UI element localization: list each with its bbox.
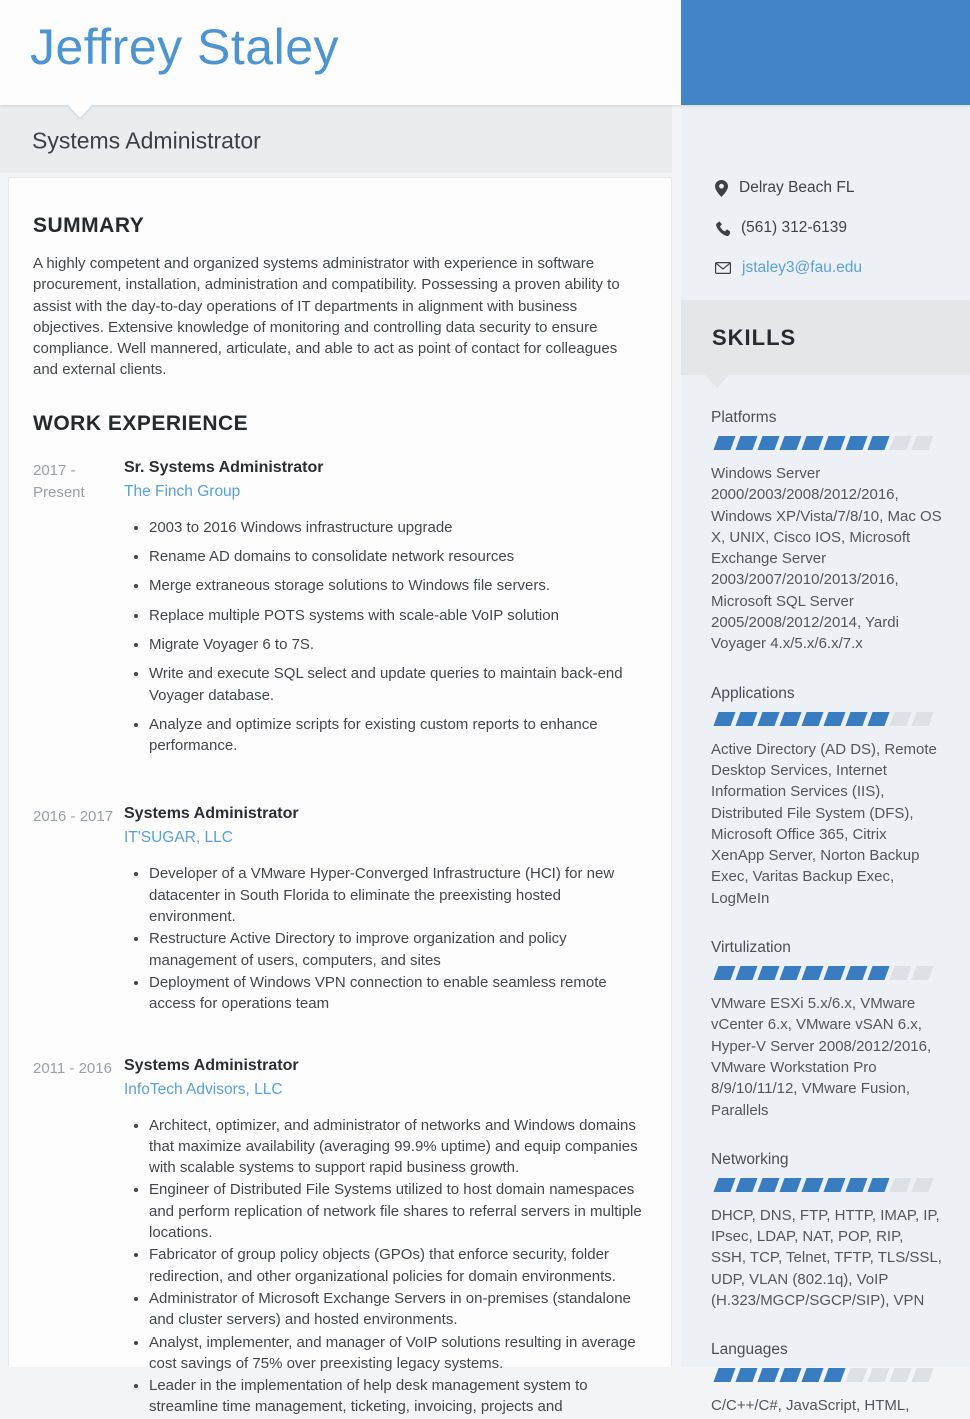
job-bullet-list	[124, 863, 645, 1014]
work-experience-heading: WORK EXPERIENCE	[33, 411, 249, 435]
rating-segment-filled	[823, 966, 845, 980]
location-pin-icon	[715, 180, 728, 197]
job-company-link[interactable]: InfoTech Advisors, LLC	[124, 1080, 283, 1098]
skill-item	[711, 409, 942, 655]
rating-segment-empty	[911, 712, 933, 726]
rating-segment-empty	[911, 1368, 933, 1382]
rating-segment-filled	[823, 1178, 845, 1192]
contact-section	[681, 105, 970, 276]
job-title: Systems Administrator	[32, 127, 261, 154]
rating-segment-empty	[911, 966, 933, 980]
skill-label: Languages	[711, 1341, 788, 1359]
rating-segment-filled	[757, 1178, 779, 1192]
job-title-band	[0, 105, 672, 173]
rating-segment-filled	[713, 436, 735, 450]
job-bullet: • Deployment of Windows VPN connection to enable seamless remote access for operations team	[149, 972, 645, 1015]
skill-detail-text: Windows Server 2000/2003/2008/2012/2016, Windows XP/Vista/7/8/10, Mac OS X, UNIX, Cisco IOS, Microsoft Exchange Server 2003/2007/2010/2013/2016, Microsoft SQL Server 2005/2008/2012/2014, Yardi Voyager 4.x/5.x/6.x/7.x	[711, 465, 942, 653]
rating-segment-filled	[779, 966, 801, 980]
rating-segment-empty	[889, 1368, 911, 1382]
rating-segment-filled	[757, 436, 779, 450]
job-bullet: • Write and execute SQL select and update queries to maintain back-end Voyager database.	[149, 663, 645, 706]
skill-label: Virtulization	[711, 939, 791, 957]
contact-location	[715, 180, 954, 196]
rating-segment-filled	[823, 436, 845, 450]
job-details	[124, 458, 645, 765]
rating-segment-filled	[823, 712, 845, 726]
rating-segment-filled	[757, 1368, 779, 1382]
header-tail-notch	[68, 105, 92, 118]
job-entry	[33, 1056, 645, 1419]
job-dates: 2011 - 2016	[33, 1059, 112, 1077]
rating-segment-filled	[801, 966, 823, 980]
job-bullet: • Rename AD domains to consolidate network resources	[149, 546, 645, 567]
skill-rating-bar	[711, 712, 942, 726]
contact-location-text: Delray Beach FL	[739, 179, 855, 196]
skill-item	[711, 1151, 942, 1311]
summary-heading: SUMMARY	[33, 214, 145, 237]
skill-detail-text: Active Directory (AD DS), Remote Desktop Services, Internet Information Services (IIS), Distributed File System (DFS), Microsoft Office 365, Citrix XenApp Server, Norton Backup Exec, Varitas Backup Exec, LogMeIn	[711, 740, 937, 907]
rating-segment-filled	[779, 436, 801, 450]
rating-segment-filled	[735, 1368, 757, 1382]
rating-segment-filled	[801, 1178, 823, 1192]
skill-item	[711, 685, 942, 909]
rating-segment-filled	[757, 712, 779, 726]
rating-segment-empty	[867, 1368, 889, 1382]
skills-heading-band	[681, 300, 970, 375]
rating-segment-filled	[779, 712, 801, 726]
job-role-title: Systems Administrator	[124, 805, 299, 823]
summary-text: A highly competent and organized systems administrator with experience in software procurement, installation, administration and compatibility. Possessing a proven ability to assist with the day-to-day operations of IT departments in alignment with business objectives. Extensive knowledge of monitoring and controlling data security to ensure compliance. Well mannered, articulate, and able to act as point of contact for colleagues and external clients.	[33, 255, 620, 379]
rating-segment-filled	[867, 712, 889, 726]
rating-segment-filled	[735, 436, 757, 450]
rating-segment-filled	[735, 712, 757, 726]
rating-segment-filled	[801, 1368, 823, 1382]
job-details	[124, 1056, 645, 1419]
rating-segment-filled	[845, 1178, 867, 1192]
job-bullet: • Administrator of Microsoft Exchange Servers in on-premises (standalone and cluster servers) and hosted environments.	[149, 1288, 645, 1331]
skills-band-tail-notch	[705, 375, 729, 388]
contact-phone-text: (561) 312-6139	[741, 219, 847, 236]
job-bullet: • Migrate Voyager 6 to 7S.	[149, 634, 645, 655]
rating-segment-empty	[889, 712, 911, 726]
main-content-card	[8, 177, 672, 1416]
job-bullet: • Leader in the implementation of help desk management system to streamline time management, ticketing, invoicing, projects and	[149, 1375, 645, 1418]
job-bullet: • Developer of a VMware Hyper-Converged Infrastructure (HCI) for new datacenter in South Florida to eliminate the preexisting hosted environment.	[149, 863, 645, 927]
skill-label: Platforms	[711, 409, 777, 426]
skill-rating-bar	[711, 1178, 942, 1192]
job-bullet: • Fabricator of group policy objects (GPOs) that enforce security, folder redirection, and other organizational policies for domain environments.	[149, 1244, 645, 1287]
job-entry	[33, 458, 645, 765]
job-role-title: Sr. Systems Administrator	[124, 458, 324, 476]
rating-segment-empty	[911, 1178, 933, 1192]
skills-list	[681, 375, 970, 1417]
contact-phone	[715, 220, 954, 236]
rating-segment-filled	[867, 436, 889, 450]
rating-segment-filled	[845, 712, 867, 726]
job-entry	[33, 804, 645, 1015]
skill-rating-bar	[711, 436, 942, 450]
phone-icon	[715, 221, 730, 236]
skill-detail-text: C/C++/C#, JavaScript, HTML,	[711, 1397, 910, 1415]
rating-segment-empty	[889, 1178, 911, 1192]
job-bullet-list	[124, 1115, 645, 1418]
rating-segment-empty	[889, 966, 911, 980]
job-role-title: Systems Administrator	[124, 1056, 299, 1074]
rating-segment-filled	[757, 966, 779, 980]
job-company-link[interactable]: The Finch Group	[124, 482, 241, 500]
skill-label: Applications	[711, 684, 795, 702]
contact-email	[715, 260, 954, 276]
job-dates: 2017 - Present	[33, 461, 85, 501]
rating-segment-filled	[713, 1178, 735, 1192]
job-details	[124, 804, 645, 1015]
contact-email-link[interactable]: jstaley3@fau.edu	[742, 259, 863, 276]
job-dates: 2016 - 2017	[33, 808, 114, 826]
person-name: Jeffrey Staley	[30, 19, 340, 75]
rating-segment-filled	[801, 436, 823, 450]
envelope-icon	[715, 262, 731, 274]
rating-segment-filled	[867, 1178, 889, 1192]
rating-segment-filled	[845, 966, 867, 980]
skill-item	[711, 1341, 942, 1416]
rating-segment-filled	[823, 1368, 845, 1382]
job-company-link[interactable]: IT'SUGAR, LLC	[124, 829, 233, 847]
rating-segment-filled	[779, 1178, 801, 1192]
job-bullet: • Restructure Active Directory to improve organization and policy management of users, computers, and sites	[149, 928, 645, 971]
rating-segment-filled	[735, 1178, 757, 1192]
job-bullet: • Replace multiple POTS systems with scale-able VoIP solution	[149, 605, 645, 626]
rating-segment-empty	[845, 1368, 867, 1382]
rating-segment-empty	[911, 436, 933, 450]
job-bullet: • Merge extraneous storage solutions to Windows file servers.	[149, 575, 645, 596]
rating-segment-filled	[735, 966, 757, 980]
rating-segment-filled	[867, 966, 889, 980]
job-bullet: • Analyst, implementer, and manager of VoIP solutions resulting in average cost savings of 75% over preexisting legacy systems.	[149, 1332, 645, 1375]
sidebar	[681, 105, 970, 1415]
skills-heading: SKILLS	[712, 324, 797, 350]
job-bullet: • Analyze and optimize scripts for existing custom reports to enhance performance.	[149, 714, 645, 757]
skill-detail-text: VMware ESXi 5.x/6.x, VMware vCenter 6.x, VMware vSAN 6.x, Hyper-V Server 2008/2012/2016, VMware Workstation Pro 8/9/10/11/12, VMware Fusion, Parallels	[711, 995, 932, 1119]
job-bullet: • 2003 to 2016 Windows infrastructure upgrade	[149, 517, 645, 538]
job-bullet-list	[124, 517, 645, 757]
header-accent-block	[681, 0, 970, 105]
rating-segment-filled	[713, 712, 735, 726]
jobs	[33, 458, 645, 1419]
rating-segment-empty	[889, 436, 911, 450]
job-bullet: • Architect, optimizer, and administrator of networks and Windows domains that maximize availability (averaging 99.9% uptime) and equip companies with scalable systems to support rapid business growth.	[149, 1115, 645, 1179]
rating-segment-filled	[801, 712, 823, 726]
skill-detail-text: DHCP, DNS, FTP, HTTP, IMAP, IP, IPsec, LDAP, NAT, POP, RIP, SSH, TCP, Telnet, TFTP, TLS/SSL, UDP, VLAN (802.1q), VoIP (H.323/MGCP/SGCP/SIP), VPN	[711, 1206, 942, 1310]
skill-rating-bar	[711, 1368, 942, 1382]
rating-segment-filled	[779, 1368, 801, 1382]
rating-segment-filled	[713, 1368, 735, 1382]
skill-item	[711, 939, 942, 1121]
rating-segment-filled	[713, 966, 735, 980]
skill-rating-bar	[711, 966, 942, 980]
job-bullet: • Engineer of Distributed File Systems utilized to host domain namespaces and perform replication of network file shares to referral servers in multiple locations.	[149, 1179, 645, 1243]
skill-label: Networking	[711, 1150, 789, 1168]
rating-segment-filled	[845, 436, 867, 450]
